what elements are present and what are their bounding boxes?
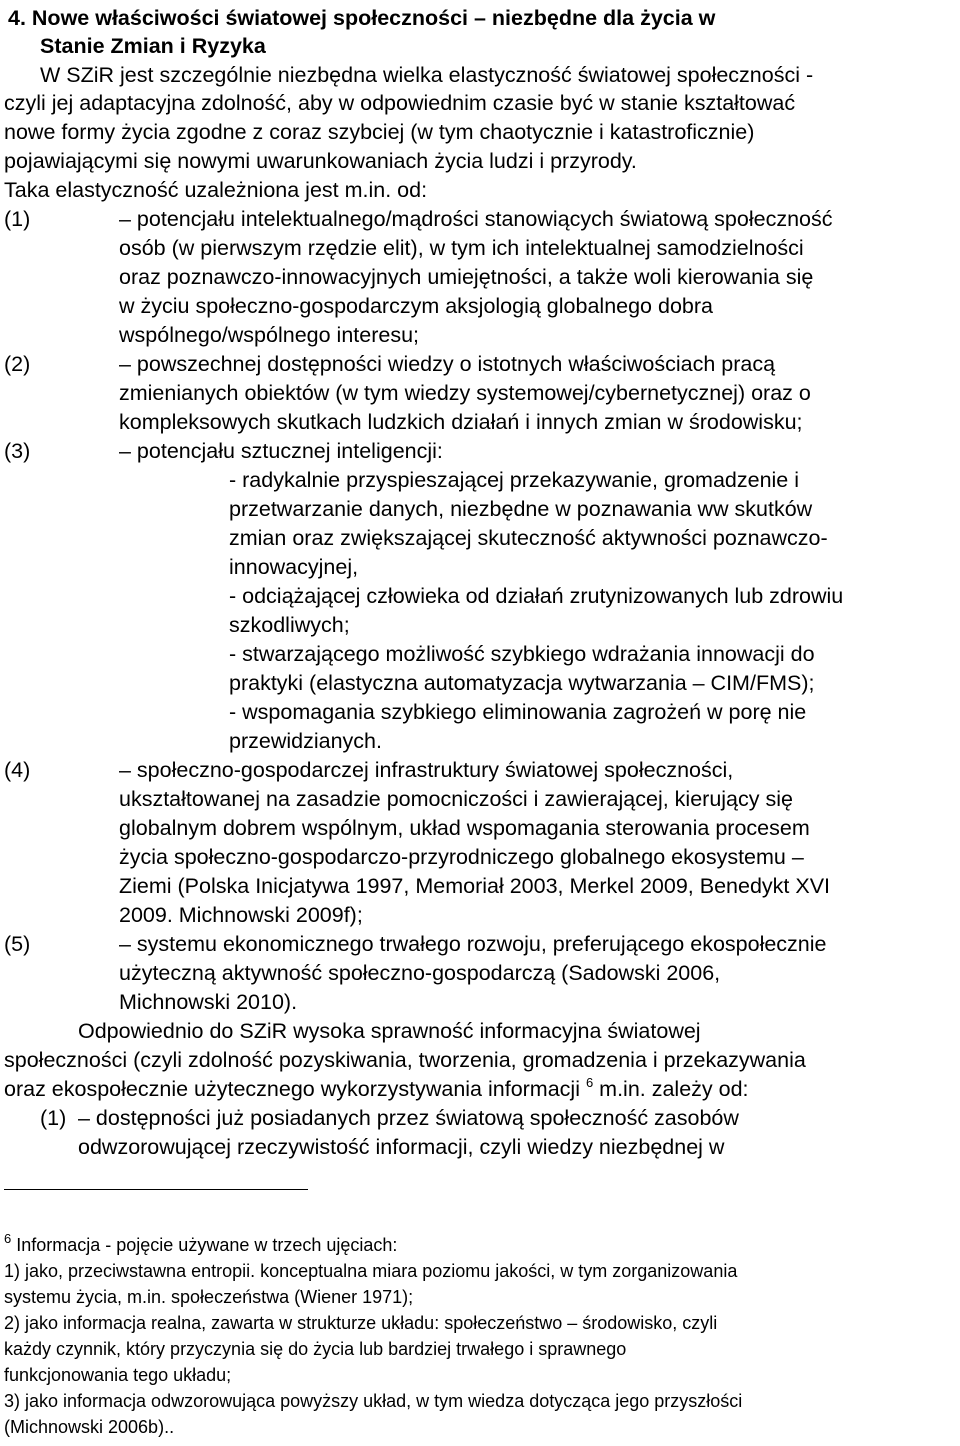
paragraph-text: m.in. zależy od: (593, 1077, 749, 1101)
list-item-line: odwzorowującej rzeczywistość informacji, czyli wiedzy niezbędnej w (78, 1135, 725, 1159)
footnote-mark: 6 (4, 1231, 12, 1246)
section-heading-line-1: 4. Nowe właściwości światowej społeczności – niezbędne dla życia w (8, 6, 716, 30)
sub-item-line: przetwarzanie danych, niezbędne w poznawania ww skutków (229, 497, 813, 521)
list-item-line: – powszechnej dostępności wiedzy o istotnych właściwościach pracą (119, 352, 776, 376)
footnote-line: każdy czynnik, który przyczynia się do życia lub bardziej trwałego i sprawnego (4, 1339, 627, 1359)
list-item-line: – dostępności już posiadanych przez światową społeczność zasobów (78, 1106, 739, 1130)
intro-line: W SZiR jest szczególnie niezbędna wielka elastyczność światowej społeczności - (40, 63, 814, 87)
list-item-line: – potencjału sztucznej inteligencji: (119, 439, 443, 463)
list-item-line: życia społeczno-gospodarczo-przyrodniczego globalnego ekosystemu – (119, 845, 804, 869)
intro-line: pojawiającymi się nowymi uwarunkowaniach życia ludzi i przyrody. (4, 149, 637, 173)
intro-line: czyli jej adaptacyjna zdolność, aby w odpowiednim czasie być w stanie kształtować (4, 91, 796, 115)
paragraph-line: Odpowiednio do SZiR wysoka sprawność informacyjna światowej (78, 1019, 701, 1043)
list-item-line: – systemu ekonomicznego trwałego rozwoju, preferującego ekospołecznie (119, 932, 827, 956)
list-item-line: osób (w pierwszym rzędzie elit), w tym ich intelektualnej samodzielności (119, 236, 804, 260)
footnote-reference[interactable]: 6 (585, 1074, 594, 1090)
list-number: (1) (40, 1106, 67, 1130)
paragraph-text: oraz ekospołecznie użytecznego wykorzystywania informacji (4, 1077, 586, 1101)
sub-item-line: przewidzianych. (229, 729, 382, 753)
list-item-line: Ziemi (Polska Inicjatywa 1997, Memoriał 2003, Merkel 2009, Benedykt XVI (119, 874, 831, 898)
list-item-line: wspólnego/wspólnego interesu; (119, 323, 420, 347)
footnote-line: systemu życia, m.in. społeczeństwa (Wiener 1971); (4, 1287, 414, 1307)
list-number: (2) (4, 352, 31, 376)
list-item-line: zmienianych obiektów (w tym wiedzy systemowej/cybernetycznej) oraz o (119, 381, 811, 405)
footnote-line: funkcjonowania tego układu; (4, 1365, 232, 1385)
intro-line: nowe formy życia zgodne z coraz szybciej (w tym chaotycznie i katastroficznie) (4, 120, 755, 144)
footnote-line: 3) jako informacja odwzorowująca powyższy układ, w tym wiedza dotycząca jego przyszłości (4, 1391, 743, 1411)
footnote-text: Informacja - pojęcie używane w trzech ujęciach: (11, 1235, 398, 1255)
list-item-line: 2009. Michnowski 2009f); (119, 903, 363, 927)
footnote-line: (Michnowski 2006b).. (4, 1417, 175, 1437)
sub-item-line: innowacyjnej, (229, 555, 359, 579)
footnote-line: 2) jako informacja realna, zawarta w strukturze układu: społeczeństwo – środowisko, czyli (4, 1313, 718, 1333)
intro-line: Taka elastyczność uzależniona jest m.in. od: (4, 178, 428, 202)
sub-item-line: praktyki (elastyczna automatyzacja wytwarzania – CIM/FMS); (229, 671, 815, 695)
list-item-line: – potencjału intelektualnego/mądrości stanowiących światową społeczność (119, 207, 833, 231)
list-number: (3) (4, 439, 31, 463)
sub-item-line: - radykalnie przyspieszającej przekazywanie, gromadzenie i (229, 468, 800, 492)
sub-item-line: - wspomagania szybkiego eliminowania zagrożeń w porę nie (229, 700, 807, 724)
sub-item-line: - odciążającej człowieka od działań zrutynizowanych lub zdrowiu (229, 584, 844, 608)
list-number: (5) (4, 932, 31, 956)
sub-item-line: zmian oraz zwiększającej skuteczność aktywności poznawczo- (229, 526, 828, 550)
list-item-line: – społeczno-gospodarczej infrastruktury światowej społeczności, (119, 758, 734, 782)
list-item-line: ukształtowanej na zasadzie pomocniczości i zawierającej, kierujący się (119, 787, 793, 811)
list-number: (4) (4, 758, 31, 782)
footnote-line: 1) jako, przeciwstawna entropii. konceptualna miara poziomu jakości, w tym zorganizowania (4, 1261, 738, 1281)
list-item-line: w życiu społeczno-gospodarczym aksjologią globalnego dobra (119, 294, 713, 318)
list-item-line: oraz poznawczo-innowacyjnych umiejętności, a także woli kierowania się (119, 265, 814, 289)
footnote-separator (4, 1189, 308, 1190)
list-number: (1) (4, 207, 31, 231)
list-item-line: kompleksowych skutkach ludzkich działań i innych zmian w środowisku; (119, 410, 803, 434)
paragraph-line: społeczności (czyli zdolność pozyskiwania, tworzenia, gromadzenia i przekazywania (4, 1048, 806, 1072)
list-item-line: użyteczną aktywność społeczno-gospodarczą (Sadowski 2006, (119, 961, 721, 985)
list-item-line: globalnym dobrem wspólnym, układ wspomagania sterowania procesem (119, 816, 810, 840)
footnote-line (4, 1233, 397, 1258)
sub-item-line: - stwarzającego możliwość szybkiego wdrażania innowacji do (229, 642, 815, 666)
list-item-line: Michnowski 2010). (119, 990, 298, 1014)
paragraph-line (4, 1074, 749, 1104)
section-heading-line-2: Stanie Zmian i Ryzyka (40, 34, 266, 58)
sub-item-line: szkodliwych; (229, 613, 350, 637)
